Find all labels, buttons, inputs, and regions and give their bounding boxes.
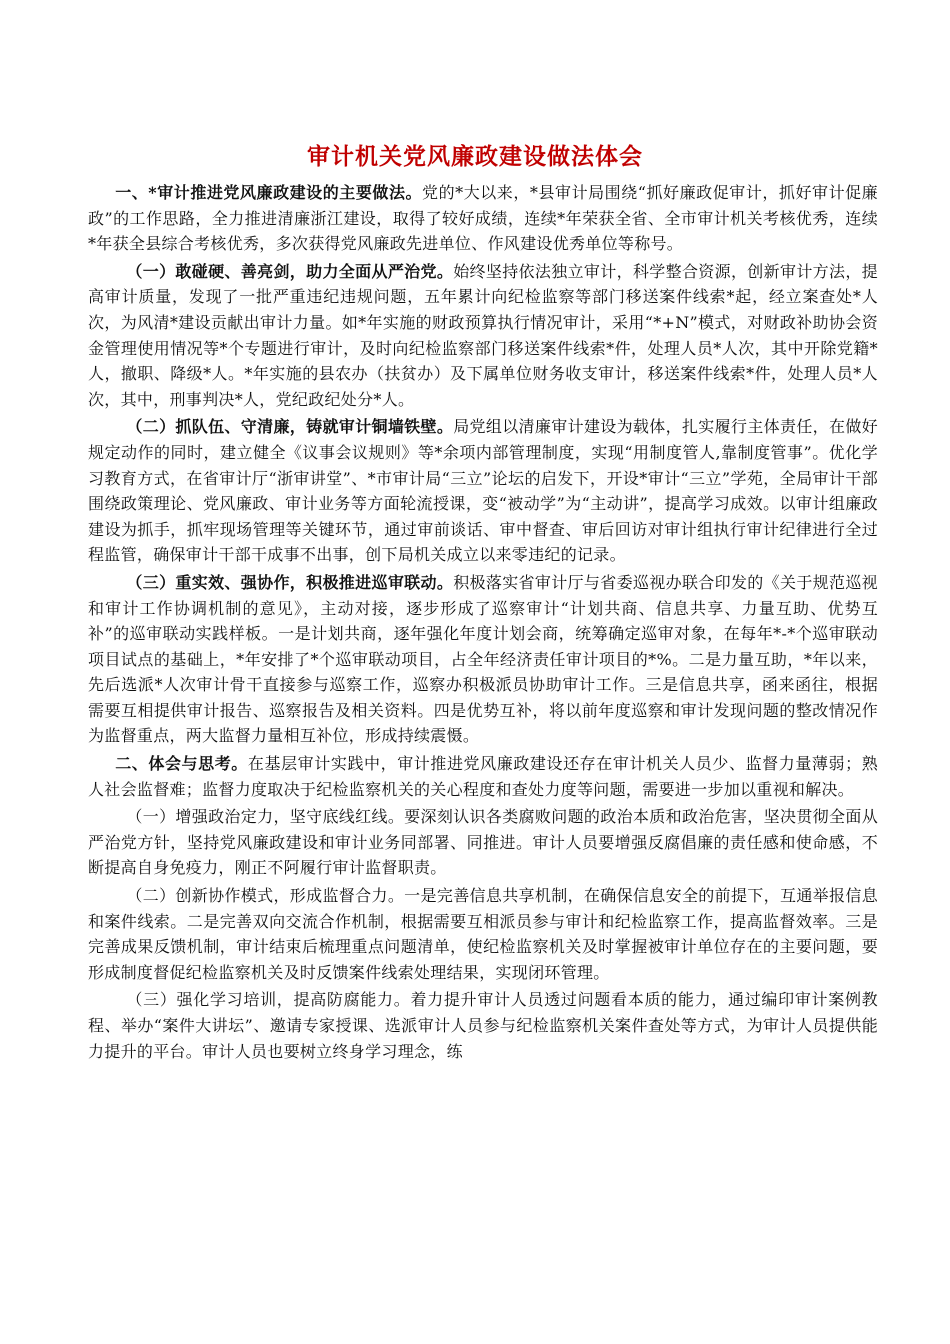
- paragraph-text: （二）创新协作模式，形成监督合力。一是完善信息共享机制，在确保信息安全的前提下，互通举报信息和案件线索。二是完善双向交流合作机制，根据需要互相派员参与审计和纪检监察工作，提高监督效率。三是完善成果反馈机制，审计结束后梳理重点问题清单，使纪检监察机关及时掌握被审计单位存在的主要问题，要形成制度督促纪检监察机关及时反馈案件线索处理结果，实现闭环管理。: [88, 886, 878, 982]
- paragraph-text: 始终坚持依法独立审计，科学整合资源，创新审计方法，提高审计质量，发现了一批严重违纪违规问题，五年累计向纪检监察等部门移送案件线索*起，经立案查处*人次，为风清*建设贡献出审计力量。如*年实施的财政预算执行情况审计，采用“*+N”模式，对财政补助协会资金管理使用情况等*个专题进行审计，及时向纪检监察部门移送案件线索*件，处理人员*人次，其中开除党籍*人，撤职、降级*人。*年实施的县农办（扶贫办）及下属单位财务收支审计，移送案件线索*件，处理人员*人次，其中，刑事判决*人，党纪政纪处分*人。: [88, 261, 878, 409]
- paragraph-section-one: [88, 180, 878, 257]
- paragraph-heading: （三）重实效、强协作，积极推进巡审联动。: [126, 572, 454, 592]
- document-title: 审计机关党风廉政建设做法体会: [307, 143, 643, 170]
- paragraph-heading: 一、*审计推进党风廉政建设的主要做法。: [115, 183, 423, 202]
- paragraph-text: 在基层审计实践中，审计推进党风廉政建设还存在审计机关人员少、监督力量薄弱；熟人社会监督难；监督力度取决于纪检监察机关的关心程度和查处力度等问题，需要进一步加以重视和解决。: [88, 754, 878, 799]
- paragraph-point-2: [88, 883, 878, 985]
- paragraph-heading: （一）敢碰硬、善亮剑，助力全面从严治党。: [126, 261, 454, 281]
- paragraph-subsection-3: [88, 570, 878, 749]
- paragraph-text: 局党组以清廉审计建设为载体，扎实履行主体责任，在做好规定动作的同时，建立健全《议事会议规则》等*余项内部管理制度，实现“用制度管人,靠制度管事”。优化学习教育方式，在省审计厅“浙审讲堂”、*市审计局“三立”论坛的启发下，开设*审计“三立”学苑，全局审计干部围绕政策理论、党风廉政、审计业务等方面轮流授课，变“被动学”为“主动讲”，提高学习成效。以审计组廉政建设为抓手，抓牢现场管理等关键环节，通过审前谈话、审中督查、审后回访对审计组执行审计纪律进行全过程监管，确保审计干部干成事不出事，创下局机关成立以来零违纪的记录。: [88, 417, 878, 565]
- document-body: [88, 180, 878, 1066]
- paragraph-text: 党的*大以来，*县审计局围绕“抓好廉政促审计，抓好审计促廉政”的工作思路，全力推进清廉浙江建设，取得了较好成绩，连续*年荣获全省、全市审计机关考核优秀，连续*年获全县综合考核优秀，多次获得党风廉政先进单位、作风建设优秀单位等称号。: [88, 183, 878, 254]
- paragraph-subsection-2: [88, 414, 878, 568]
- paragraph-heading: （二）抓队伍、守清廉，铸就审计铜墙铁壁。: [126, 417, 454, 437]
- paragraph-subsection-1: [88, 259, 878, 413]
- paragraph-text: 积极落实省审计厅与省委巡视办联合印发的《关于规范巡视和审计工作协调机制的意见》，主动对接，逐步形成了巡察审计“计划共商、信息共享、力量互助、优势互补”的巡审联动实践样板。一是计划共商，逐年强化年度计划会商，统筹确定巡审对象，在每年*-*个巡审联动项目试点的基础上，*年安排了*个巡审联动项目，占全年经济责任审计项目的*%。二是力量互助，*年以来，先后选派*人次审计骨干直接参与巡察工作，巡察办积极派员协助审计工作。三是信息共享，函来函往，根据需要互相提供审计报告、巡察报告及相关资料。四是优势互补，将以前年度巡察和审计发现问题的整改情况作为监督重点，两大监督力量相互补位，形成持续震慑。: [88, 572, 878, 746]
- paragraph-text: （三）强化学习培训，提高防腐能力。着力提升审计人员透过问题看本质的能力，通过编印审计案例教程、举办“案件大讲坛”、邀请专家授课、选派审计人员参与纪检监察机关案件查处等方式，为审计人员提供能力提升的平台。审计人员也要树立终身学习理念，练: [88, 990, 878, 1061]
- paragraph-section-two: [88, 751, 878, 802]
- paragraph-heading: 二、体会与思考。: [115, 754, 248, 774]
- paragraph-text: （一）增强政治定力，坚守底线红线。要深刻认识各类腐败问题的政治本质和政治危害，坚决贯彻全面从严治党方针，坚持党风廉政建设和审计业务同部署、同推进。审计人员要增强反腐倡廉的责任感和使命感，不断提高自身免疫力，刚正不阿履行审计监督职责。: [88, 807, 878, 878]
- paragraph-point-1: [88, 804, 878, 881]
- paragraph-point-3: [88, 987, 878, 1064]
